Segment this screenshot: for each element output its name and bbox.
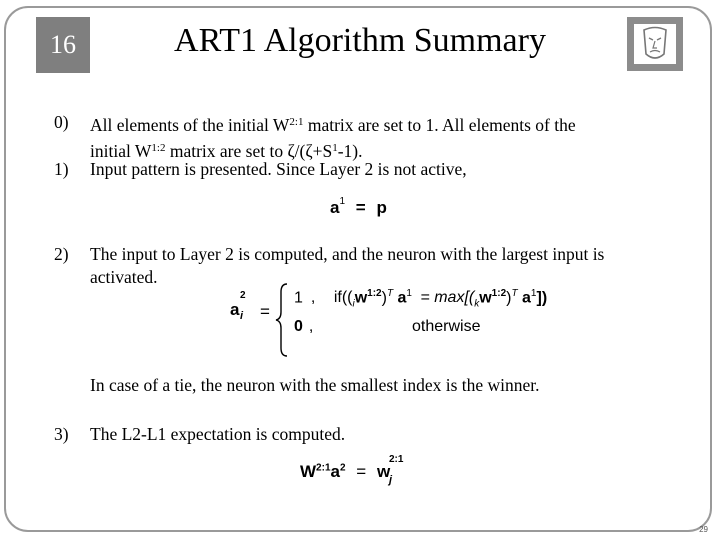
- page-footer-number: 29: [699, 525, 708, 534]
- eq2-case1-w2: w: [479, 289, 492, 307]
- eq3-w: w: [376, 462, 391, 481]
- eq2-lhs-sub: i: [240, 310, 244, 322]
- step-0-sup-a: 2:1: [289, 116, 304, 128]
- eq3-w-sub: j: [388, 474, 392, 486]
- eq2-case1-paren: ): [381, 289, 387, 307]
- eq2-case2-sep: ,: [308, 318, 314, 335]
- eq2-case1-w: w: [354, 289, 368, 307]
- eq1-lhs: a: [330, 198, 340, 217]
- step-3-label: 3): [54, 424, 69, 444]
- eq2-case1-a2: a: [522, 289, 531, 307]
- eq2-case1-a: a: [397, 289, 407, 307]
- logo-inner: [634, 24, 676, 64]
- eq2-case2-val: 0: [294, 318, 303, 335]
- eq3-rhs: [376, 454, 404, 486]
- step-0-sup-b: 1:2: [151, 142, 166, 154]
- eq2-case-1: [294, 288, 547, 310]
- step-0-text-a: All elements of the initial W: [90, 115, 290, 135]
- step-0-sup-c: 1: [332, 142, 338, 154]
- eq1-lhs-sup: 1: [339, 196, 346, 207]
- step-0-text-d: matrix are set to ζ/(ζ+S: [165, 141, 333, 161]
- tie-note: In case of a tie, the neuron with the smallest index is the winner.: [90, 375, 540, 395]
- slide-number: 16: [50, 30, 76, 59]
- eq2-lhs-sup: 2: [240, 290, 246, 301]
- equation-3: [300, 454, 404, 486]
- eq2-case1-w-sup: 1:2: [367, 288, 382, 299]
- step-0-label: 0): [54, 112, 69, 132]
- step-2-label: 2): [54, 244, 69, 264]
- logo: [627, 17, 683, 71]
- eq1-op: =: [355, 198, 366, 217]
- eq2-brace-icon: [274, 282, 290, 358]
- eq3-a-sup: 2: [339, 462, 346, 474]
- eq2-lhs: a: [230, 300, 240, 319]
- eq2-case1-T2: T: [511, 288, 518, 299]
- eq2-case1-a2-sup: 1: [530, 288, 537, 299]
- equation-1: [330, 196, 387, 218]
- equation-2: [230, 282, 610, 362]
- eq2-case1-prefix: if((: [333, 289, 353, 307]
- step-0-text-c: initial W: [90, 141, 152, 161]
- step-1-text: Input pattern is presented. Since Layer 2 is not active,: [90, 159, 467, 179]
- eq2-case1-eq: = max[(: [420, 289, 475, 307]
- eq3-W: W: [300, 462, 317, 481]
- eq1-rhs: p: [376, 198, 387, 217]
- eq2-case2-cond: otherwise: [412, 318, 481, 335]
- step-0-text: [90, 111, 690, 163]
- eq2-case1-w2-sup: 1:2: [491, 288, 507, 299]
- step-3-text: The L2-L1 expectation is computed.: [90, 424, 346, 444]
- eq3-op: =: [356, 462, 367, 481]
- eq2-case1-sep: ,: [310, 289, 316, 307]
- eq2-case1-end: ]): [536, 289, 548, 307]
- eq2-case-2: [294, 318, 481, 336]
- slide-number-box: [36, 17, 90, 73]
- eq2-case1-val: 1: [294, 289, 303, 307]
- eq2-case1-a-sup: 1: [406, 288, 412, 299]
- step-1-label: 1): [54, 159, 69, 179]
- step-0-text-b: matrix are set to 1. All elements of the: [303, 115, 576, 135]
- step-2-text-line2: activated.: [90, 267, 158, 287]
- slide-title: ART1 Algorithm Summary: [174, 22, 546, 59]
- step-2-text-line1: The input to Layer 2 is computed, and the neuron with the largest input is: [90, 244, 605, 264]
- eq3-w-sup: 2:1: [388, 454, 404, 465]
- step-0-text-e: -1).: [337, 141, 363, 161]
- face-logo-icon: [634, 24, 676, 64]
- eq3-W-sup: 2:1: [316, 462, 331, 474]
- eq3-a: a: [330, 462, 340, 481]
- eq2-case1-sub-i: i: [352, 298, 355, 310]
- eq2-case1-sub-k: k: [474, 298, 480, 310]
- eq2-case1-T: T: [386, 288, 394, 299]
- eq2-op: =: [260, 302, 270, 321]
- eq2-lhs-group: [230, 290, 246, 322]
- eq2-case1-paren2: ): [506, 289, 512, 307]
